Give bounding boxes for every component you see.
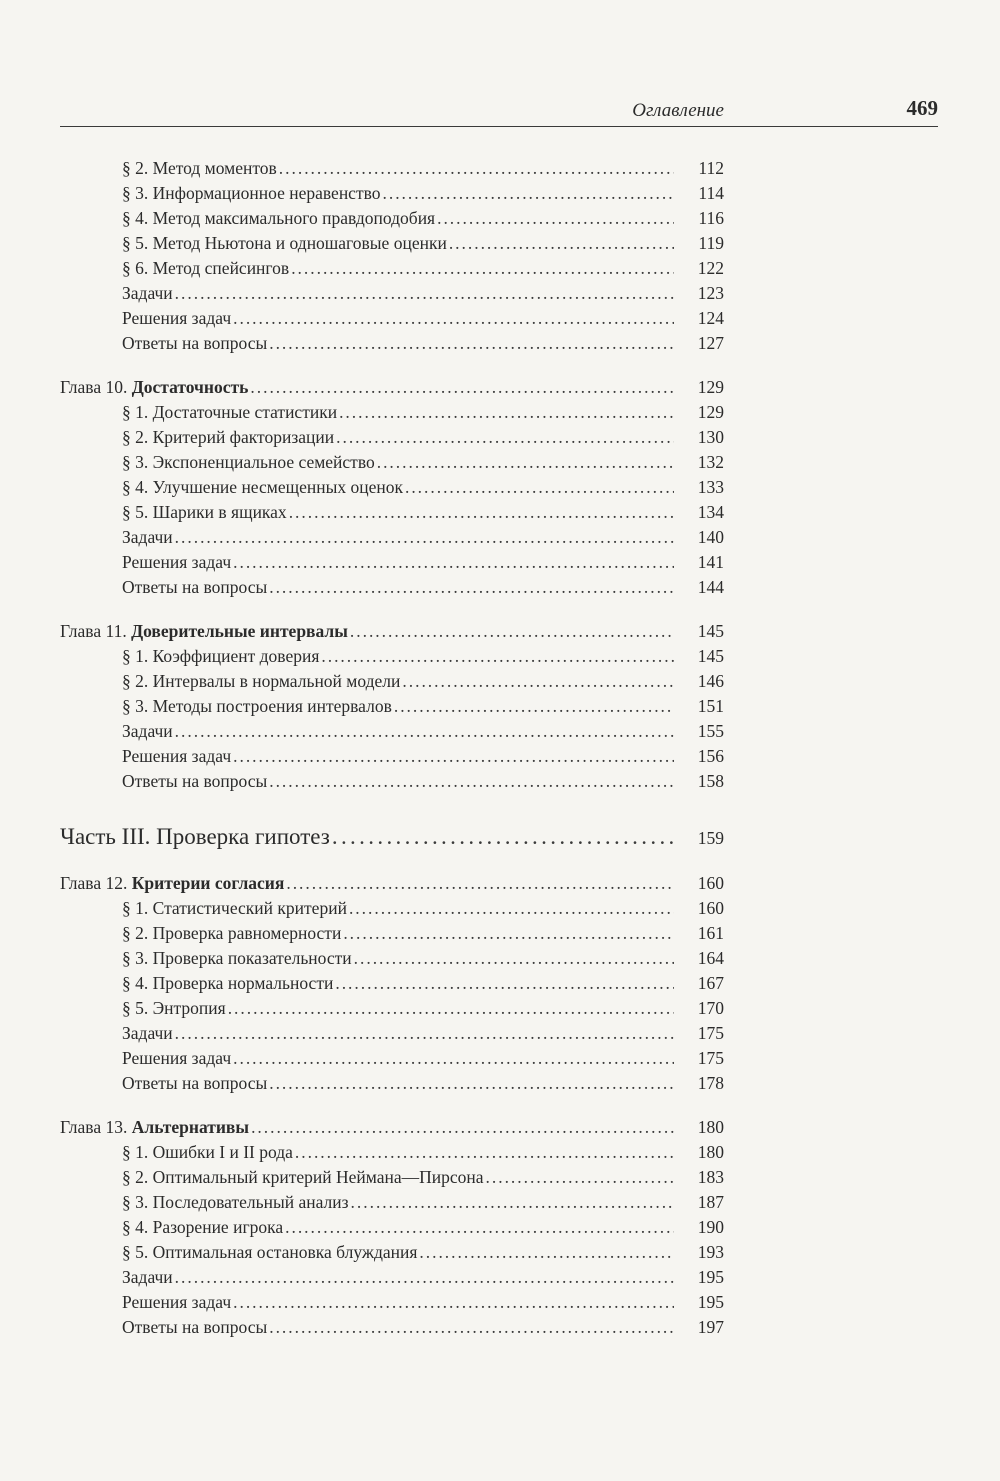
dot-leader [175,527,674,548]
section-title: § 4. Улучшение несмещенных оценок [122,477,403,497]
section-title: § 1. Достаточные статистики [122,402,338,422]
toc-page-number: 132 [697,452,724,472]
toc-entry-section [60,477,724,502]
toc-page-number: 190 [697,1217,724,1237]
toc-page-number: 127 [697,333,724,353]
toc-entry-section [60,671,724,696]
page-number: 469 [906,96,938,120]
section-title: § 5. Шарики в ящиках [122,502,287,522]
toc-entry-section [60,973,724,998]
toc-page-number: 129 [697,377,724,397]
toc-entry-section [60,721,724,746]
section-title: § 5. Метод Ньютона и одношаговые оценки [122,233,447,253]
toc-page-number: 158 [697,771,724,791]
chapter-title: Альтернативы [131,1117,250,1137]
section-title: § 3. Экспоненциальное семейство [122,452,375,472]
toc-entry-section [60,233,724,258]
toc-page-number: 156 [697,746,724,766]
section-title: § 5. Оптимальная остановка блуждания [122,1242,418,1262]
toc-entry-section [60,948,724,973]
dot-leader [279,158,674,179]
toc-entry-section [60,452,724,477]
toc-page-number: 112 [698,158,724,178]
toc-page-number: 160 [697,873,724,893]
toc-entry-chapter [60,621,724,646]
dot-leader [269,1317,674,1338]
toc-entry-label [122,1048,231,1069]
dot-leader [269,577,674,598]
toc-entry-part [60,824,724,855]
section-title: Задачи [122,527,173,547]
dot-leader [321,646,674,667]
toc-entry-label [122,948,352,969]
toc-entry-section [60,1267,724,1292]
toc-page-number: 116 [698,208,724,228]
dot-leader [286,873,674,894]
toc-entry-section [60,333,724,358]
section-title: Решения задач [122,1292,232,1312]
section-title: § 4. Метод максимального правдоподобия [122,208,436,228]
dot-leader [354,948,674,969]
toc-entry-label [122,183,381,204]
toc-page-number: 140 [697,527,724,547]
section-title: § 1. Ошибки I и II рода [122,1142,293,1162]
section-title: § 4. Проверка нормальности [122,973,334,993]
toc-page-number: 124 [697,308,724,328]
toc-entry-label [122,1073,267,1094]
toc-entry-label [122,1217,283,1238]
dot-leader [405,477,674,498]
toc-page-number: 129 [697,402,724,422]
toc-entry-section [60,427,724,452]
toc-entry-section [60,1192,724,1217]
toc-entry-chapter [60,1117,724,1142]
toc-page-number: 119 [698,233,724,253]
dot-leader [175,283,674,304]
toc-page-number: 197 [697,1317,724,1337]
part-title: Проверка гипотез [156,824,330,849]
section-title: Задачи [122,721,173,741]
toc-entry-section [60,1142,724,1167]
toc-entry-section [60,308,724,333]
toc-page-number: 114 [698,183,724,203]
toc-entry-label [122,998,226,1019]
toc-entry-label [122,1267,173,1288]
dot-leader [394,696,674,717]
section-title: § 5. Энтропия [122,998,226,1018]
toc-entry-label [122,283,173,304]
toc-entry-label [122,502,287,523]
dot-leader [289,502,674,523]
toc-entry-label [122,1142,293,1163]
toc-page-number: 130 [697,427,724,447]
toc-entry-section [60,998,724,1023]
toc-page-number: 141 [697,552,724,572]
toc-entry-label [122,308,231,329]
toc-entry-label [122,1192,349,1213]
toc-entry-section [60,258,724,283]
toc-entry-label [122,552,231,573]
dot-leader [350,621,674,642]
toc-page-number: 122 [697,258,724,278]
dot-leader [233,552,674,573]
dot-leader [419,1242,674,1263]
dot-leader [351,1192,674,1213]
toc-entry-label [122,477,403,498]
dot-leader [269,333,674,354]
toc-entry-section [60,1242,724,1267]
dot-leader [339,402,674,423]
toc-page-number: 161 [697,923,724,943]
toc-entry-label [122,746,231,767]
dot-leader [332,824,674,850]
section-title: § 3. Информационное неравенство [122,183,381,203]
dot-leader [175,1267,674,1288]
dot-leader [269,771,674,792]
toc-entry-label [60,621,348,642]
section-title: Задачи [122,1267,173,1287]
dot-leader [175,1023,674,1044]
toc-entry-label [122,671,400,692]
toc-page-number: 145 [697,621,724,641]
section-title: Решения задач [122,746,232,766]
toc-page-number: 160 [697,898,724,918]
dot-leader [233,1292,674,1313]
toc-entry-section [60,1217,724,1242]
toc-entry-label [122,1023,173,1044]
toc-entry-label [60,1117,249,1138]
section-title: § 2. Интервалы в нормальной модели [122,671,401,691]
toc-entry-label [122,527,173,548]
toc-entry-section [60,1292,724,1317]
section-title: § 1. Коэффициент доверия [122,646,320,666]
toc-entry-chapter [60,377,724,402]
toc-page-number: 195 [697,1292,724,1312]
toc-entry-section [60,577,724,602]
chapter-title: Доверительные интервалы [131,621,348,641]
toc-entry-label [122,452,375,473]
toc-entry-section [60,898,724,923]
toc-entry-label [122,1317,267,1338]
toc-entry-label [122,1242,417,1263]
section-title: Ответы на вопросы [122,333,268,353]
section-title: Задачи [122,1023,173,1043]
toc-entry-section [60,1023,724,1048]
toc-entry-section [60,746,724,771]
dot-leader [383,183,675,204]
dot-leader [228,998,674,1019]
toc-entry-section [60,1317,724,1342]
section-title: § 6. Метод спейсингов [122,258,290,278]
dot-leader [349,898,674,919]
toc-page-number: 159 [697,828,724,848]
dot-leader [437,208,674,229]
toc-entry-label [60,377,248,398]
toc-page-number: 134 [697,502,724,522]
toc-entry-section [60,208,724,233]
dot-leader [250,377,674,398]
dot-leader [233,746,674,767]
toc-entry-section [60,502,724,527]
toc-page-number: 193 [697,1242,724,1262]
dot-leader [295,1142,674,1163]
section-title: Ответы на вопросы [122,1073,268,1093]
toc-entry-label [60,824,330,850]
chapter-title: Достаточность [131,377,249,397]
toc-page-number: 175 [697,1048,724,1068]
toc-page-number: 155 [697,721,724,741]
dot-leader [449,233,674,254]
dot-leader [233,1048,674,1069]
dot-leader [291,258,674,279]
section-title: Решения задач [122,552,232,572]
toc-page-number: 123 [697,283,724,303]
toc-entry-label [122,973,333,994]
toc-entry-label [122,208,435,229]
toc-entry-label [122,1292,231,1313]
toc-entry-label [122,158,277,179]
section-title: Решения задач [122,308,232,328]
toc-page-number: 145 [697,646,724,666]
section-title: § 3. Последовательный анализ [122,1192,349,1212]
toc-page-number: 164 [697,948,724,968]
toc-entry-section [60,1073,724,1098]
toc-page-number: 167 [697,973,724,993]
toc-entry-label [122,696,392,717]
toc-entry-section [60,552,724,577]
toc-entry-section [60,923,724,948]
dot-leader [336,427,674,448]
toc-entry-label [122,923,341,944]
toc-page-number: 146 [697,671,724,691]
section-title: Решения задач [122,1048,232,1068]
toc-entry-label [60,873,284,894]
toc-entry-section [60,402,724,427]
toc-entry-label [122,646,319,667]
dot-leader [402,671,674,692]
dot-leader [233,308,674,329]
section-title: § 2. Критерий факторизации [122,427,335,447]
section-title: § 1. Статистический критерий [122,898,347,918]
toc-entry-label [122,258,289,279]
toc-entry-label [122,427,334,448]
toc-page-number: 178 [697,1073,724,1093]
dot-leader [343,923,674,944]
toc-entry-section [60,527,724,552]
toc-page-number: 133 [697,477,724,497]
dot-leader [175,721,674,742]
chapter-number: Глава 13. [60,1117,132,1137]
toc-page-number: 180 [697,1117,724,1137]
toc-page-number: 144 [697,577,724,597]
toc-page-number: 151 [697,696,724,716]
toc-page-number: 180 [697,1142,724,1162]
part-number: Часть III. [60,824,157,849]
section-title: Ответы на вопросы [122,771,268,791]
chapter-number: Глава 12. [60,873,132,893]
toc-entry-section [60,183,724,208]
section-title: § 3. Методы построения интервалов [122,696,392,716]
dot-leader [377,452,674,473]
section-title: Ответы на вопросы [122,1317,268,1337]
toc-entry-label [122,771,267,792]
toc-entry-label [122,898,347,919]
section-title: § 2. Оптимальный критерий Неймана—Пирсона [122,1167,484,1187]
toc-entry-label [122,577,267,598]
section-title: § 2. Проверка равномерности [122,923,342,943]
toc-entry-section [60,158,724,183]
toc-page-number: 175 [697,1023,724,1043]
toc-entry-label [122,333,267,354]
section-title: Ответы на вопросы [122,577,268,597]
section-title: Задачи [122,283,173,303]
toc-page-number: 170 [697,998,724,1018]
running-head [60,96,938,127]
toc-entry-section [60,771,724,796]
toc-page-number: 187 [697,1192,724,1212]
toc-entry-label [122,233,447,254]
toc-entry-section [60,1167,724,1192]
dot-leader [335,973,674,994]
toc-entry-chapter [60,873,724,898]
dot-leader [251,1117,674,1138]
section-title: § 4. Разорение игрока [122,1217,284,1237]
toc-entry-label [122,1167,484,1188]
toc-entry-section [60,283,724,308]
running-title: Оглавление [632,100,724,121]
toc-page-number: 195 [697,1267,724,1287]
chapter-number: Глава 10. [60,377,132,397]
toc-entry-section [60,1048,724,1073]
dot-leader [486,1167,674,1188]
chapter-number: Глава 11. [60,621,132,641]
chapter-title: Критерии согласия [131,873,285,893]
toc-entry-label [122,402,337,423]
dot-leader [269,1073,674,1094]
section-title: § 2. Метод моментов [122,158,277,178]
section-title: § 3. Проверка показательности [122,948,352,968]
toc-entry-section [60,646,724,671]
toc-entry-section [60,696,724,721]
toc-entry-label [122,721,173,742]
dot-leader [285,1217,674,1238]
table-of-contents [60,158,724,1342]
toc-page-number: 183 [697,1167,724,1187]
